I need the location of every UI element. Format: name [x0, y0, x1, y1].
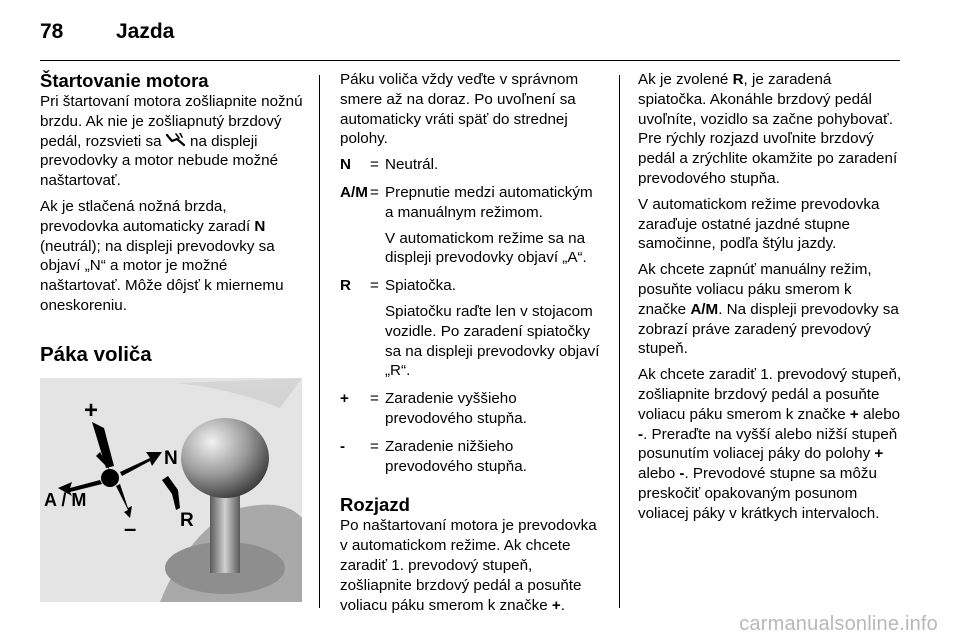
definition-line: Zaradenie nižšieho prevodového stupňa.	[385, 437, 527, 475]
definition-line: Spiatočku raďte len v stojacom vozidle. Po zaradení spiatočky sa na displeji prevodovky objaví „R“.	[385, 302, 600, 380]
section-title-selector-lever: Páka voliča	[40, 342, 152, 366]
definition-item	[340, 389, 602, 435]
page-header	[40, 14, 174, 50]
definition-equals: =	[370, 277, 379, 295]
text-run: Ak chcete zapnúť manuálny režim, posuňte voliacu páku smerom k značke	[638, 261, 872, 318]
foot-brake-icon	[166, 133, 186, 147]
definition-equals: =	[370, 183, 379, 201]
column-divider	[619, 75, 620, 608]
definition-term: N	[340, 156, 351, 174]
definition-description	[385, 183, 602, 274]
column-1	[40, 70, 308, 602]
definition-list	[340, 155, 602, 482]
chapter-title: Jazda	[116, 20, 175, 43]
definition-line: Zaradenie vyššieho prevodového stupňa.	[385, 390, 527, 427]
definition-item	[340, 276, 602, 387]
definition-line: V automatickom režime sa na displeji prevodovky objaví „A“.	[385, 229, 587, 267]
label-r: R	[180, 509, 194, 531]
bold-term: N	[254, 217, 266, 235]
selector-center-dot	[101, 469, 119, 487]
text-run: Pri štartovaní motora zošliapnite nožnú brzdu. Ak nie je zošliapnutý brzdový pedál, rozsvieti sa	[40, 93, 303, 150]
bold-term: +	[874, 445, 884, 463]
text-run: Ak je zvolené	[638, 71, 733, 88]
text-run: , je zaradená spiatočka. Akonáhle brzdový pedál uvoľníte, vozidlo sa začne pohybovať. Pre rýchly rozjazd uvoľnite brzdový pedál a zrýchlite okamžite po zaradení prevodového stupňa.	[638, 71, 898, 187]
definition-line: Prepnutie medzi automatickým a manuálnym režimom.	[385, 183, 593, 221]
label-plus: +	[84, 396, 99, 424]
paragraph	[638, 365, 902, 523]
paragraph: V automatickom režime prevodovka zaraďuje ostatné jazdné stupne samočinne, podľa štýlu jazdy.	[638, 195, 880, 253]
text-run: . Preraďte na vyšší alebo nižší stupeň posunutím voliacej páky do polohy	[638, 425, 898, 463]
definition-term: A/M	[340, 183, 368, 201]
section-title-driving-off: Rozjazd	[340, 494, 410, 516]
watermark: carmanualsonline.info	[739, 613, 938, 635]
paragraph	[40, 197, 308, 316]
gear-selector-drawing	[40, 378, 302, 602]
definition-item	[340, 155, 602, 181]
definition-term: R	[340, 277, 351, 295]
text-run: na displeji prevodovky a motor nebude možné naštartovať.	[40, 132, 279, 190]
page-number: 78	[40, 20, 64, 43]
column-3	[638, 70, 902, 530]
definition-equals: =	[370, 390, 379, 408]
definition-item	[340, 437, 602, 483]
definition-description	[385, 155, 602, 181]
paragraph	[40, 92, 308, 191]
paragraph	[638, 70, 902, 189]
text-run: Po naštartovaní motora je prevodovka v automatickom režime. Ak chcete zaradiť 1. prevodový stupeň, zošliapnite brzdový pedál a posuňte voliacu páku smerom k značke	[340, 517, 597, 614]
bold-term: R	[732, 71, 744, 88]
text-run: (neutrál); na displeji prevodovky sa objaví „N“ a motor je možné naštartovať. Môže dôjsť k miernemu oneskoreniu.	[40, 237, 284, 314]
label-minus: –	[124, 515, 137, 541]
definition-item	[340, 183, 602, 274]
label-n: N	[164, 447, 178, 469]
header-rule	[40, 60, 900, 61]
bold-term: -	[679, 465, 685, 483]
lever-knob	[181, 418, 269, 498]
definition-term: +	[340, 390, 349, 408]
definition-description	[385, 389, 602, 435]
definition-term: -	[340, 437, 346, 455]
bold-term: +	[849, 405, 859, 423]
bold-term: +	[551, 596, 561, 614]
paragraph	[340, 516, 602, 615]
section-title-starting: Štartovanie motora	[40, 70, 209, 91]
definition-equals: =	[370, 156, 379, 174]
definition-equals: =	[370, 437, 379, 455]
bold-term: A/M	[690, 300, 719, 318]
definition-line: Neutrál.	[385, 156, 439, 174]
column-divider	[319, 75, 320, 608]
text-run: alebo	[638, 465, 680, 483]
definition-description	[385, 437, 602, 483]
column-2	[340, 70, 602, 621]
bold-term: -	[638, 425, 644, 443]
text-run: Ak je stlačená nožná brzda, prevodovka automaticky zaradí	[40, 197, 255, 235]
text-run: Ak chcete zaradiť 1. prevodový stupeň, zošliapnite brzdový pedál a posuňte voliacu páku smerom k značke	[638, 366, 902, 423]
text-run: . Prevodové stupne sa môžu preskočiť opakovaným posunom voliacej páky v krátkych intervaloch.	[638, 465, 880, 522]
definition-line: Spiatočka.	[385, 277, 456, 295]
label-am: A / M	[44, 489, 87, 510]
definition-description	[385, 276, 602, 387]
text-run: . Na displeji prevodovky sa zobrazí práve zaradený prevodový stupeň.	[638, 300, 899, 358]
text-run: alebo	[858, 405, 901, 423]
text-run: .	[560, 596, 565, 614]
gear-selector-illustration	[40, 378, 302, 602]
paragraph	[638, 260, 902, 359]
paragraph: Páku voliča vždy veďte v správnom smere až na doraz. Po uvoľnení sa automaticky vráti späť do strednej polohy.	[340, 71, 579, 148]
